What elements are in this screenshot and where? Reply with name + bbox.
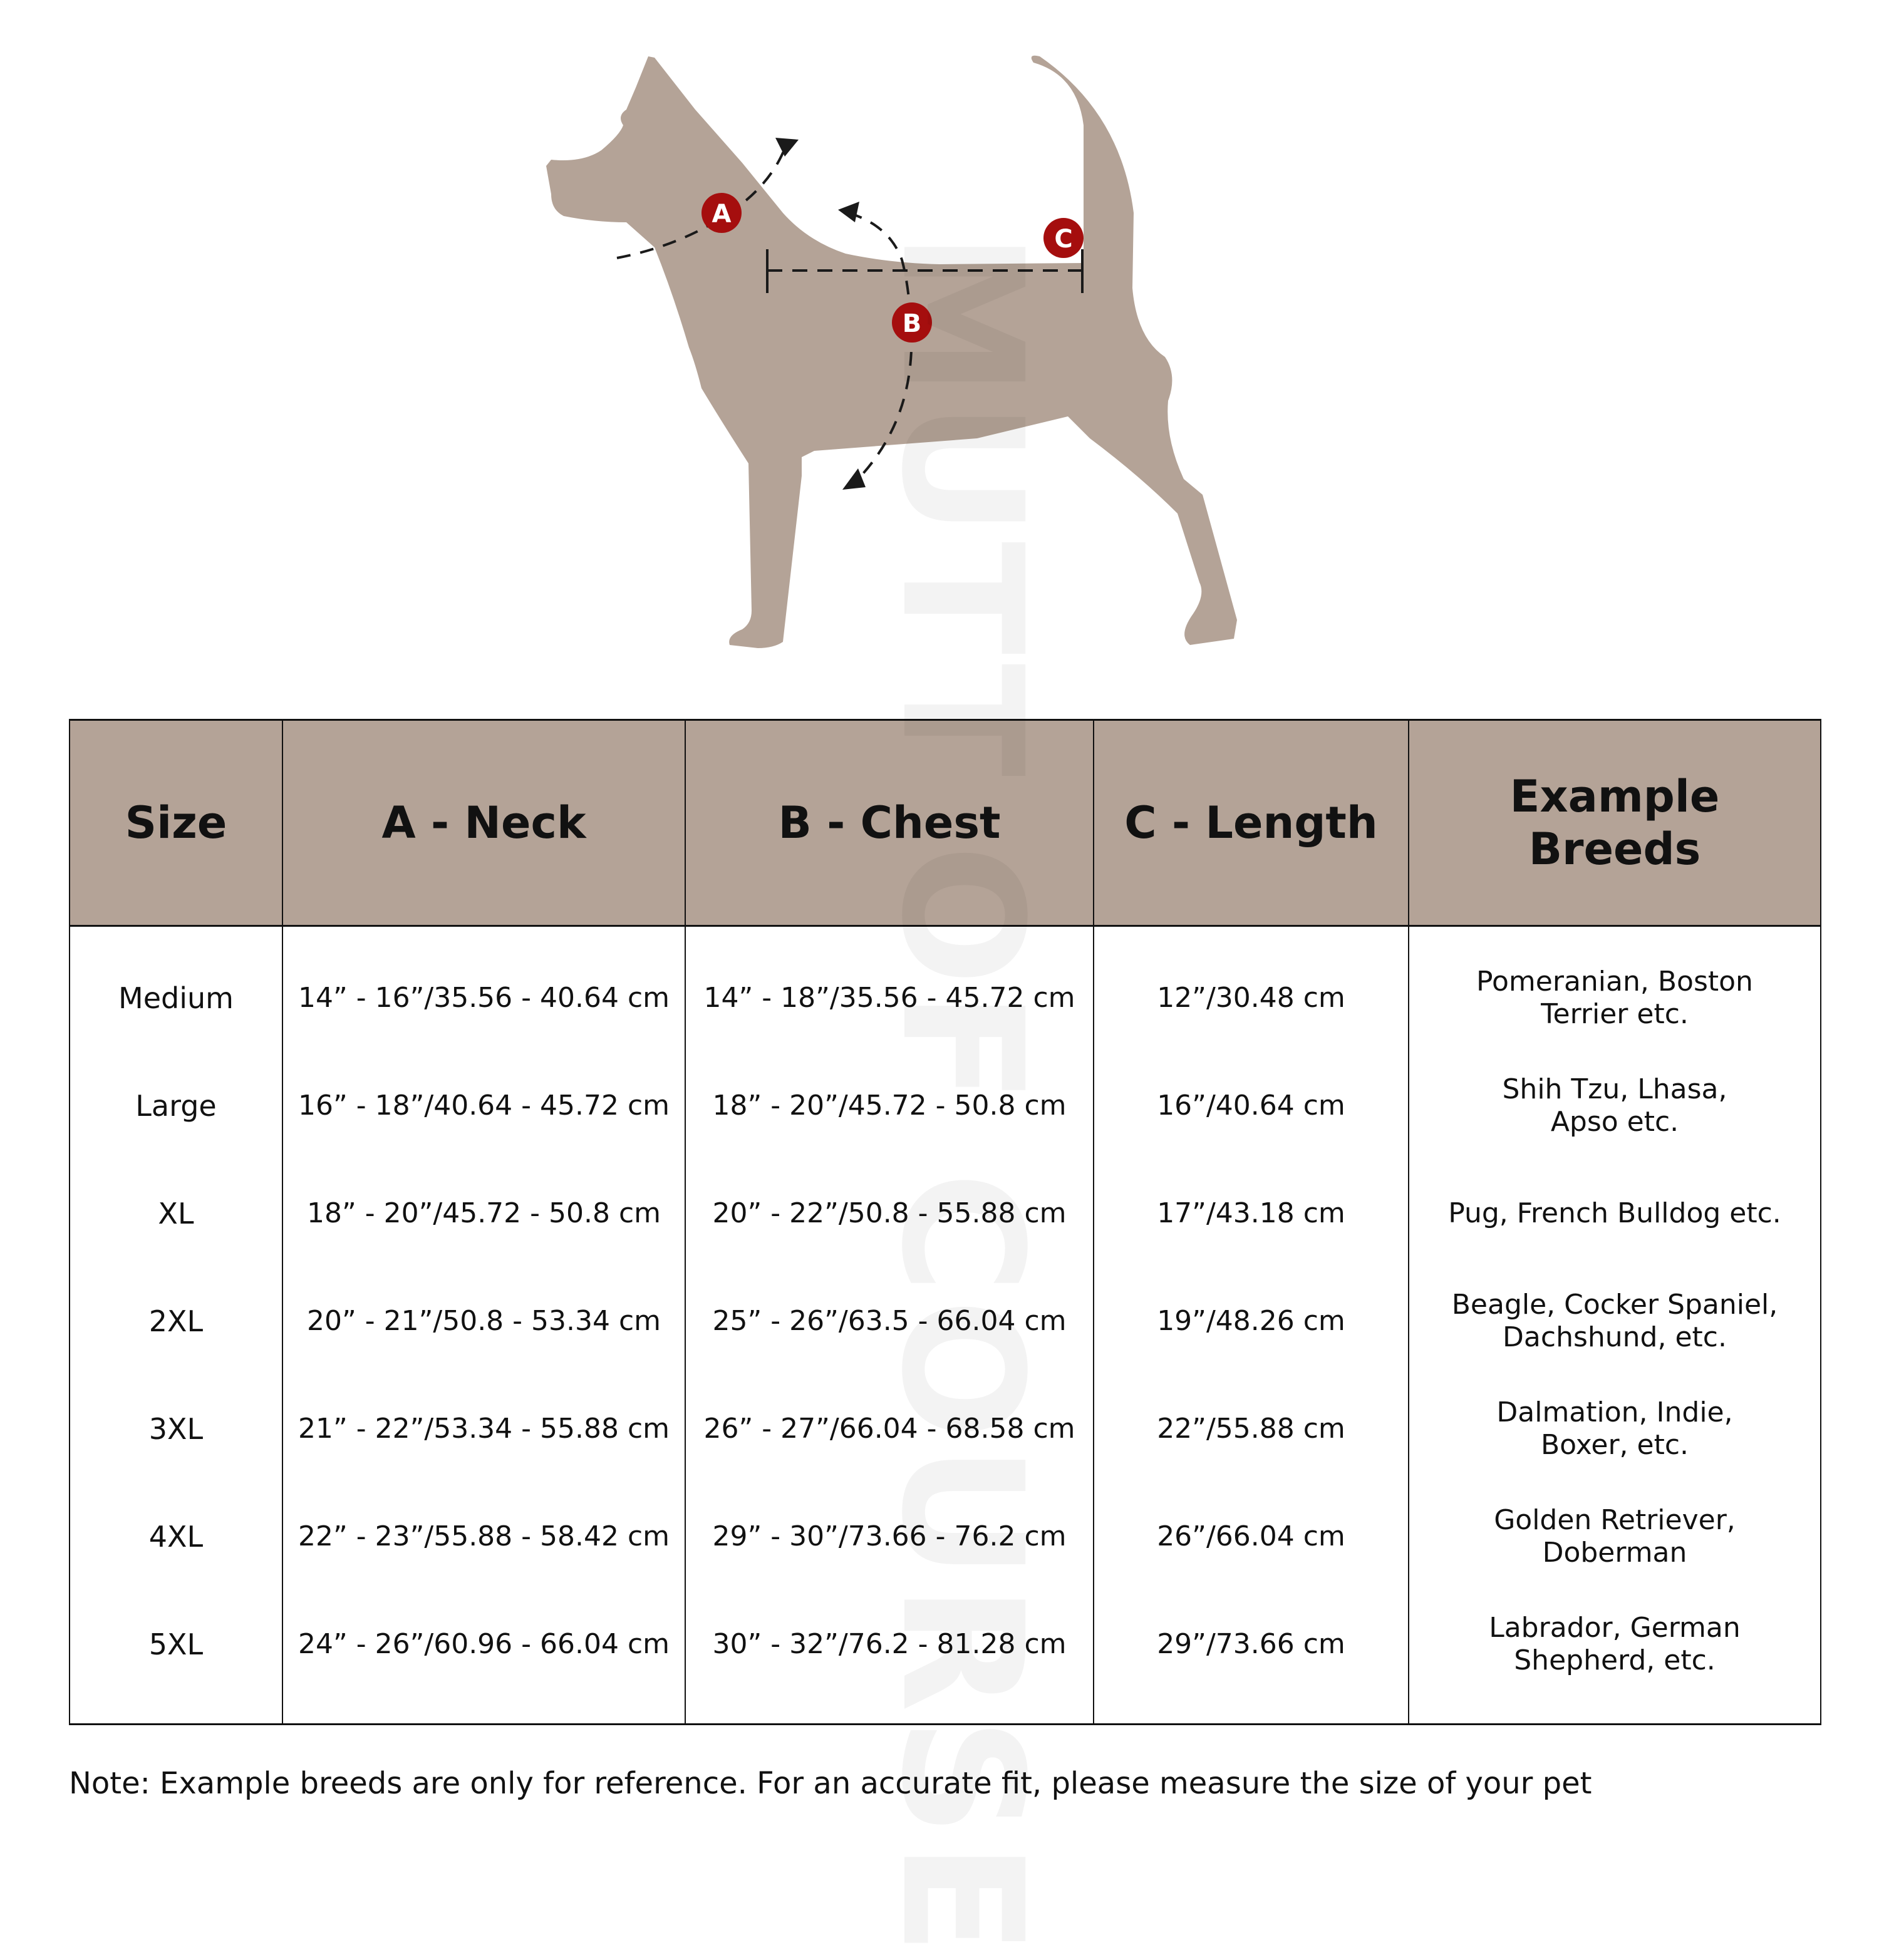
breeds-cell [1409,1483,1821,1591]
breeds-line: Terrier etc. [1541,998,1689,1030]
length-cell: 17”/43.18 cm [1094,1160,1409,1267]
neck-cell: 24” - 26”/60.96 - 66.04 cm [282,1591,685,1725]
header-breeds [1409,720,1821,926]
svg-text:A: A [712,200,732,229]
length-cell: 26”/66.04 cm [1094,1483,1409,1591]
breeds-line: Boxer, etc. [1540,1429,1689,1461]
breeds-line: Labrador, German [1489,1612,1741,1644]
breeds-cell [1409,1267,1821,1375]
length-cell: 19”/48.26 cm [1094,1267,1409,1375]
breeds-line: Dachshund, etc. [1503,1321,1727,1353]
neck-cell: 18” - 20”/45.72 - 50.8 cm [282,1160,685,1267]
header-length: C - Length [1094,720,1409,926]
table-header-row [70,720,1821,926]
marker-c [1043,218,1084,258]
table-row [70,1483,1821,1591]
size-cell: Medium [70,926,282,1053]
length-cell: 22”/55.88 cm [1094,1375,1409,1483]
arrowhead-icon [775,138,799,157]
chest-cell: 14” - 18”/35.56 - 45.72 cm [685,926,1094,1053]
chest-cell: 26” - 27”/66.04 - 68.58 cm [685,1375,1094,1483]
breeds-line: Shih Tzu, Lhasa, [1502,1073,1727,1105]
breeds-line: Apso etc. [1550,1106,1679,1138]
breeds-line: Golden Retriever, [1494,1504,1736,1536]
neck-cell: 21” - 22”/53.34 - 55.88 cm [282,1375,685,1483]
table-row [70,1591,1821,1725]
arrowhead-icon [838,202,859,222]
breeds-cell [1409,926,1821,1053]
chest-cell: 30” - 32”/76.2 - 81.28 cm [685,1591,1094,1725]
length-cell: 12”/30.48 cm [1094,926,1409,1053]
neck-cell: 14” - 16”/35.56 - 40.64 cm [282,926,685,1053]
header-neck: A - Neck [282,720,685,926]
breeds-line: Dalmation, Indie, [1496,1396,1733,1428]
breeds-cell [1409,1375,1821,1483]
size-cell: 4XL [70,1483,282,1591]
breeds-line: Beagle, Cocker Spaniel, [1451,1289,1778,1321]
breeds-cell [1409,1052,1821,1160]
marker-b [892,302,932,343]
dog-measurement-illustration [0,0,1879,689]
marker-a [701,193,742,233]
header-breeds-line1: Example [1509,771,1720,822]
breeds-line: Shepherd, etc. [1514,1644,1716,1676]
header-breeds-line2: Breeds [1528,823,1701,875]
table-row [70,1052,1821,1160]
table-row [70,1267,1821,1375]
breeds-line: Pomeranian, Boston [1476,966,1753,998]
size-chart-table [69,719,1821,1725]
chest-cell: 29” - 30”/73.66 - 76.2 cm [685,1483,1094,1591]
header-chest: B - Chest [685,720,1094,926]
chest-cell: 18” - 20”/45.72 - 50.8 cm [685,1052,1094,1160]
breeds-cell [1409,1160,1821,1267]
svg-text:B: B [902,309,922,338]
dog-silhouette [546,56,1237,648]
size-cell: 2XL [70,1267,282,1375]
breeds-cell [1409,1591,1821,1725]
length-cell: 16”/40.64 cm [1094,1052,1409,1160]
size-cell: 3XL [70,1375,282,1483]
svg-text:C: C [1054,225,1073,254]
neck-cell: 16” - 18”/40.64 - 45.72 cm [282,1052,685,1160]
header-size: Size [70,720,282,926]
arrowhead-icon [842,468,866,490]
footnote: Note: Example breeds are only for reference. For an accurate fit, please measure the size of your pet [69,1766,1592,1801]
neck-cell: 20” - 21”/50.8 - 53.34 cm [282,1267,685,1375]
table-row [70,1160,1821,1267]
size-cell: Large [70,1052,282,1160]
breeds-line: Doberman [1542,1537,1687,1569]
length-cell: 29”/73.66 cm [1094,1591,1409,1725]
measurement-diagram [0,0,1879,689]
chest-cell: 20” - 22”/50.8 - 55.88 cm [685,1160,1094,1267]
chest-cell: 25” - 26”/63.5 - 66.04 cm [685,1267,1094,1375]
table-row [70,926,1821,1053]
table-row [70,1375,1821,1483]
size-cell: XL [70,1160,282,1267]
size-cell: 5XL [70,1591,282,1725]
breeds-line: Pug, French Bulldog etc. [1448,1197,1781,1229]
neck-cell: 22” - 23”/55.88 - 58.42 cm [282,1483,685,1591]
